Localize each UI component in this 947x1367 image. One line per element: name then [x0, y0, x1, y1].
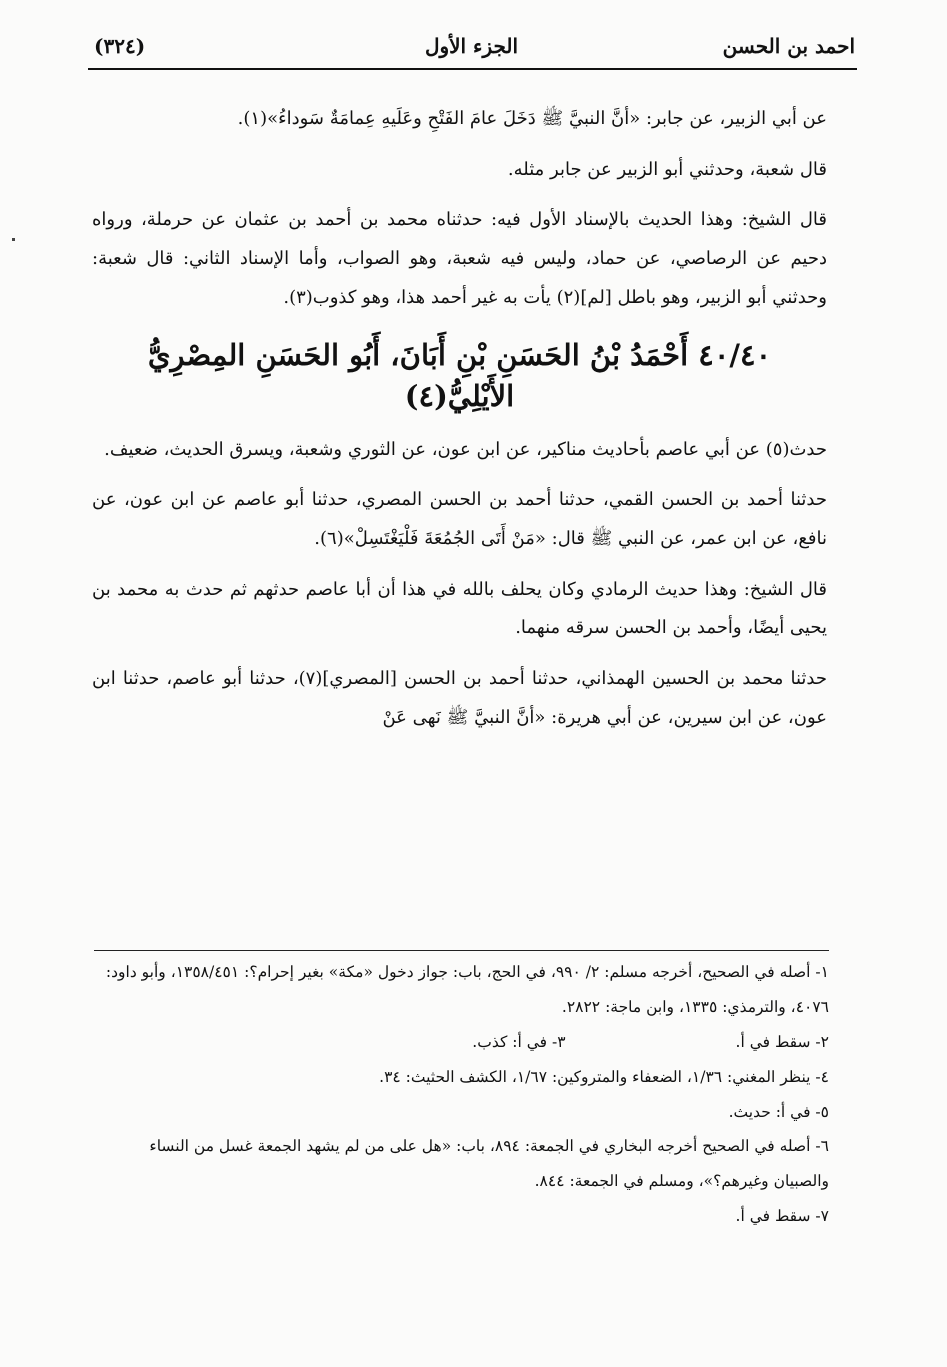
- footnote-5: ٥- في أ: حديث.: [728, 1102, 829, 1121]
- paragraph-3: قال الشيخ: وهذا الحديث بالإسناد الأول فيه: حدثناه محمد بن أحمد بن عثمان عن حرملة، ورواه دحيم عن الرصاصي، عن حماد، وليس فيه شعبة، وهو الصواب، وأما الإسناد الثاني: قال شعبة: وحدثني أبو الزبير، وهو باطل [لم](٢) يأت به غير أحمد هذا، وهو كذوب(٣).: [92, 209, 827, 308]
- footnote-pair: [94, 1025, 829, 1060]
- page-header: [88, 28, 855, 66]
- header-author-name: احمد بن الحسن: [722, 34, 855, 58]
- paragraph-6: قال الشيخ: وهذا حديث الرمادي وكان يحلف بالله في هذا أن أبا عاصم حدثهم ثم حدث به محمد بن يحيى أيضًا، وأحمد بن الحسن سرقه منهما.: [92, 578, 827, 639]
- paragraph-2: قال شعبة، وحدثني أبو الزبير عن جابر مثله.: [507, 158, 827, 180]
- main-text: [92, 100, 827, 749]
- paragraph-1: عن أبي الزبير، عن جابر: «أنَّ النبيَّ ﷺ دَخَلَ عامَ الفَتْحِ وعَلَيهِ عِمامَةٌ سَوداءُ»(١).: [237, 108, 827, 129]
- footnote-6: ٦- أصله في الصحيح أخرجه البخاري في الجمعة: ٨٩٤، باب: «هل على من لم يشهد الجمعة غسل من النساء والصبيان وغيرهم؟»، ومسلم في الجمعة: ٨٤٤.: [149, 1137, 829, 1191]
- page-number: (٣٢٤): [94, 34, 146, 58]
- footnote-4: ٤- ينظر المغني: ١/٣٦، الضعفاء والمتروكين: ١/٦٧، الكشف الحثيث: ٣٤.: [379, 1067, 829, 1086]
- paragraph-7: حدثنا محمد بن الحسين الهمذاني، حدثنا أحمد بن الحسن [المصري](٧)، حدثنا أبو عاصم، حدثنا ابن عون، عن ابن سيرين، عن أبي هريرة: «أنَّ النبيَّ ﷺ نَهى عَنْ: [92, 668, 827, 728]
- entry-heading: ٤٠/٤٠ أَحْمَدُ بْنُ الحَسَنِ بْنِ أَبَانَ، أَبُو الحَسَنِ المِصْرِيُّ الأَيْلِيُّ(٤): [147, 338, 772, 414]
- footnote-3: ٣- في أ: كذب.: [472, 1032, 566, 1051]
- footnote-2: ٢- سقط في أ.: [735, 1032, 829, 1051]
- footnote-7: ٧- سقط في أ.: [735, 1207, 829, 1226]
- paragraph-4: حدث(٥) عن أبي عاصم بأحاديث مناكير، عن ابن عون، عن الثوري وشعبة، ويسرق الحديث، ضعيف.: [104, 438, 827, 460]
- footnote-divider: [94, 950, 829, 951]
- footnotes: [94, 955, 829, 1234]
- header-divider: [88, 68, 857, 70]
- scan-speck: [12, 238, 15, 241]
- header-part-title: الجزء الأول: [424, 34, 519, 58]
- paragraph-5: حدثنا أحمد بن الحسن القمي، حدثنا أحمد بن الحسن المصري، حدثنا أبو عاصم عن ابن عون، عن نافع، عن ابن عمر، عن النبي ﷺ قال: «مَنْ أَتَى الجُمُعَةَ فَلْيَغْتَسِلْ»(٦).: [92, 489, 827, 549]
- footnote-1: ١- أصله في الصحيح، أخرجه مسلم: ٢/ ٩٩٠، في الحج، باب: جواز دخول «مكة» بغير إحرام؟: ١٣٥٨/٤٥١، وأبو داود: ٤٠٧٦، والترمذي: ١٣٣٥، وابن ماجة: ٢٨٢٢.: [105, 963, 829, 1016]
